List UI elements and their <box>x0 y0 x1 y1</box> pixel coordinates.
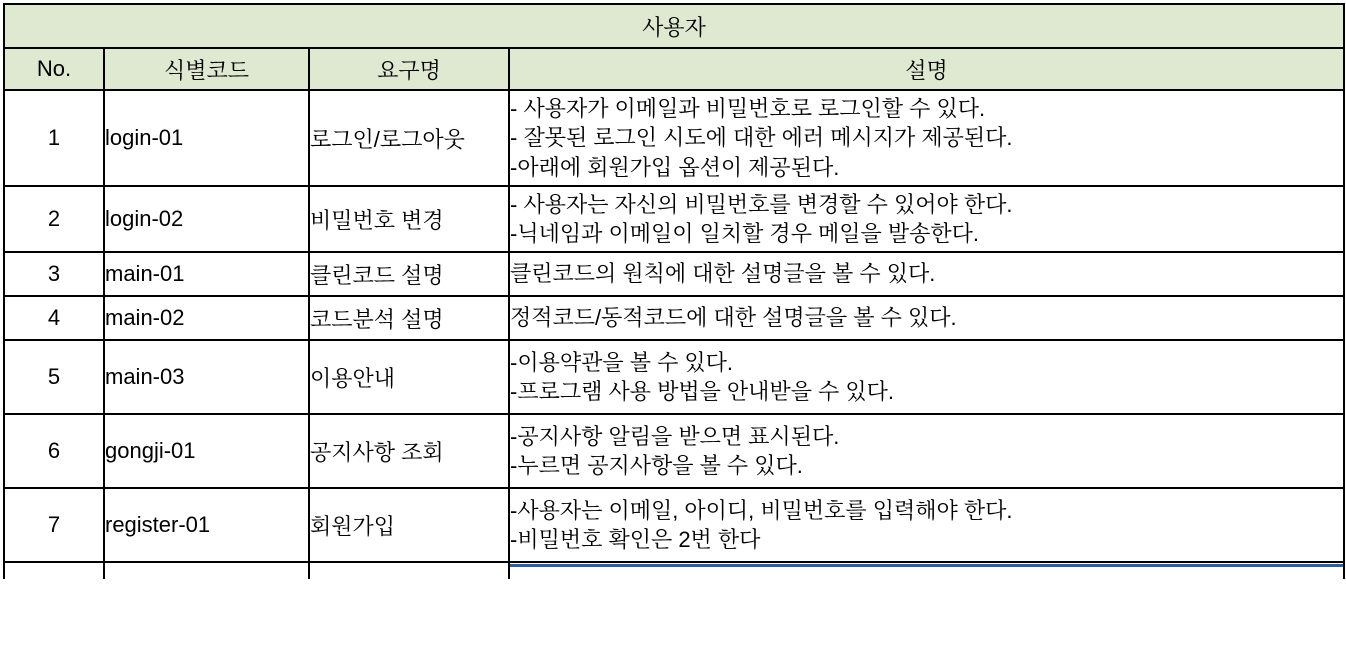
header-desc: 설명 <box>509 48 1344 90</box>
desc-line: -닉네임과 이메일이 일치할 경우 메일을 발송한다. <box>510 221 980 246</box>
desc-line: -공지사항 알림을 받으면 표시된다. <box>510 423 840 449</box>
desc-line: -프로그램 사용 방법을 안내받을 수 있다. <box>510 379 895 404</box>
spreadsheet-sheet <box>0 3 1346 655</box>
row-name: 로그인/로그아웃 <box>309 90 509 186</box>
desc-line: - 잘못된 로그인 시도에 대한 에러 메시지가 제공된다. <box>510 125 1013 151</box>
row-name-partial <box>309 562 509 579</box>
table-header-row <box>4 48 1344 90</box>
table-row <box>4 296 1344 340</box>
row-desc <box>509 90 1344 186</box>
row-no: 7 <box>4 488 104 562</box>
row-desc <box>509 488 1344 562</box>
row-code: login-01 <box>104 90 309 186</box>
row-code: main-02 <box>104 296 309 340</box>
desc-line: - 사용자가 이메일과 비밀번호로 로그인할 수 있다. <box>510 96 986 122</box>
row-desc <box>509 296 1344 340</box>
table-row-partial <box>4 562 1344 579</box>
desc-line: -사용자는 이메일, 아이디, 비밀번호를 입력해야 한다. <box>510 497 1013 523</box>
table-row <box>4 186 1344 252</box>
desc-line: - 사용자는 자신의 비밀번호를 변경할 수 있어야 한다. <box>510 191 1013 217</box>
table-row <box>4 340 1344 414</box>
desc-line: -이용약관을 볼 수 있다. <box>510 349 734 375</box>
table-row <box>4 90 1344 186</box>
row-code: register-01 <box>104 488 309 562</box>
row-code: gongji-01 <box>104 414 309 488</box>
row-no: 5 <box>4 340 104 414</box>
row-no: 1 <box>4 90 104 186</box>
table-row <box>4 488 1344 562</box>
table-row <box>4 414 1344 488</box>
desc-line: -누르면 공지사항을 볼 수 있다. <box>510 453 803 478</box>
selection-highlight-edge <box>510 564 1343 579</box>
table-title-row <box>4 4 1344 48</box>
desc-line: -비밀번호 확인은 2번 한다 <box>510 527 761 552</box>
row-code: login-02 <box>104 186 309 252</box>
row-name: 비밀번호 변경 <box>309 186 509 252</box>
row-name: 코드분석 설명 <box>309 296 509 340</box>
row-no: 6 <box>4 414 104 488</box>
row-no-partial <box>4 562 104 579</box>
row-desc <box>509 414 1344 488</box>
requirements-table <box>3 3 1345 579</box>
row-desc <box>509 186 1344 252</box>
row-no: 3 <box>4 252 104 296</box>
row-desc <box>509 340 1344 414</box>
desc-line: 정적코드/동적코드에 대한 설명글을 볼 수 있다. <box>510 305 957 331</box>
row-name: 공지사항 조회 <box>309 414 509 488</box>
desc-line: 클린코드의 원칙에 대한 설명글을 볼 수 있다. <box>510 261 936 287</box>
row-code-partial <box>104 562 309 579</box>
header-code: 식별코드 <box>104 48 309 90</box>
row-name: 회원가입 <box>309 488 509 562</box>
desc-line: -아래에 회원가입 옵션이 제공된다. <box>510 154 840 180</box>
row-name: 클린코드 설명 <box>309 252 509 296</box>
row-desc <box>509 252 1344 296</box>
row-no: 2 <box>4 186 104 252</box>
header-name: 요구명 <box>309 48 509 90</box>
table-row <box>4 252 1344 296</box>
header-no: No. <box>4 48 104 90</box>
row-code: main-03 <box>104 340 309 414</box>
row-code: main-01 <box>104 252 309 296</box>
table-title: 사용자 <box>4 4 1344 48</box>
row-name: 이용안내 <box>309 340 509 414</box>
row-desc-partial <box>509 562 1344 579</box>
row-no: 4 <box>4 296 104 340</box>
